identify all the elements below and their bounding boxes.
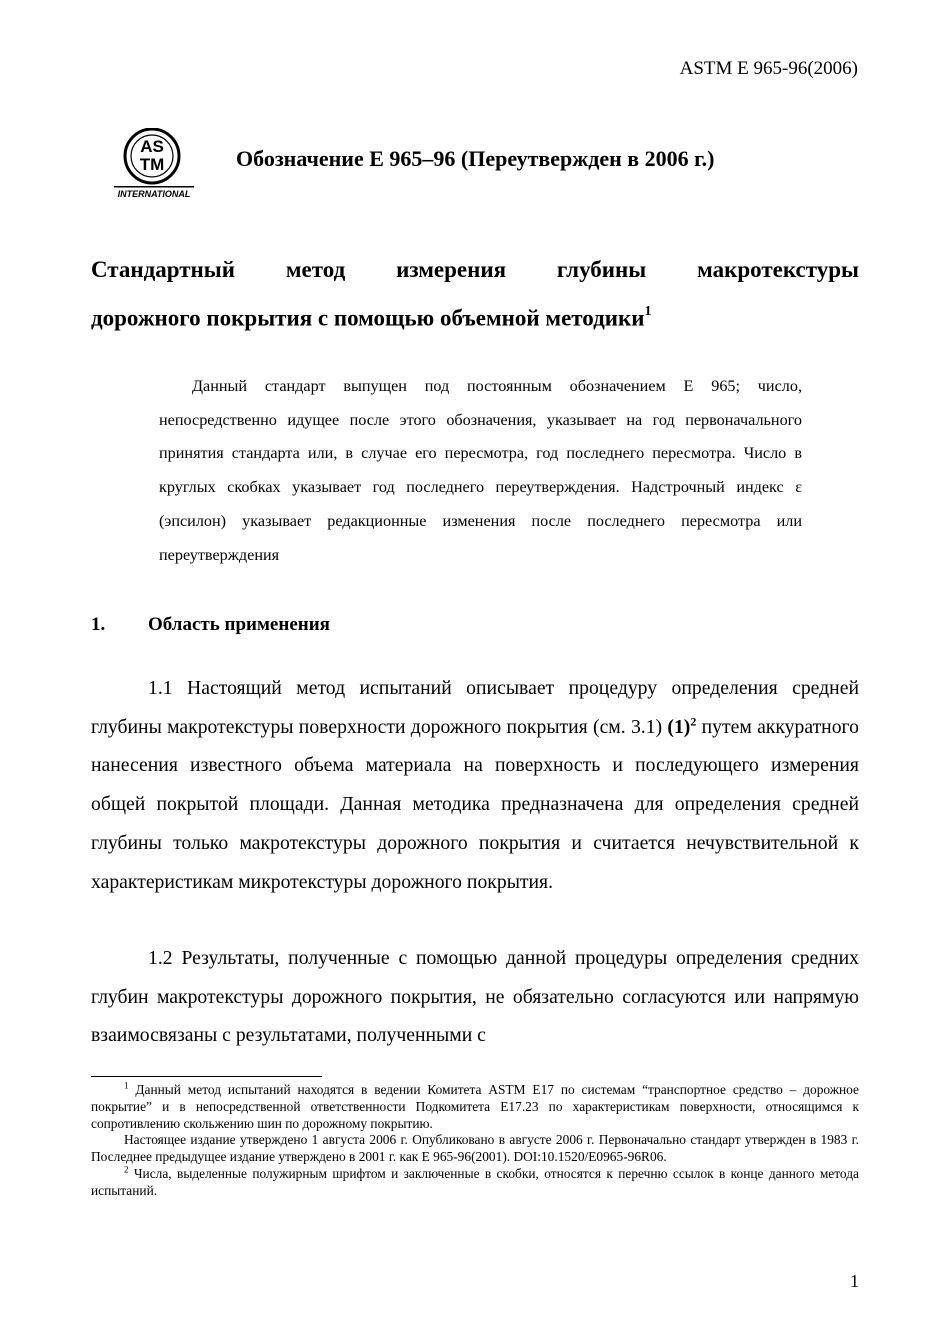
footnote-separator xyxy=(91,1076,322,1077)
svg-text:TM: TM xyxy=(139,155,165,174)
page-number: 1 xyxy=(850,1271,859,1291)
title-line-2-text: дорожного покрытия с помощью объемной методики xyxy=(91,305,645,331)
edition-note: Настоящее издание утверждено 1 августа 2006 г. Опубликовано в августе 2006 г. Первоначально стандарт утвержден в 1983 г. Последнее предыдущее издание утверждено в 2001 г. как Е 965-96(2001). DOI:10.1520/E0965-96R06. xyxy=(91,1132,859,1165)
footnote-1-marker: 1 xyxy=(124,1080,129,1091)
title-footnote-marker: 1 xyxy=(644,304,652,319)
reference-number: (1) xyxy=(667,715,691,738)
designation-heading: Обозначение E 965–96 (Переутвержден в 2006 г.) xyxy=(236,146,715,171)
paragraph-1-2: 1.2 Результаты, полученные с помощью данной процедуры определения средних глубин макротекстуры дорожного покрытия, не обязательно согласуются или напрямую взаимосвязаны с результатами, полученными с xyxy=(91,947,859,1047)
document-code: ASTM E 965-96(2006) xyxy=(679,58,858,79)
title-line-1 xyxy=(91,248,859,292)
svg-text:AS: AS xyxy=(140,137,164,156)
title-word: глубины xyxy=(556,257,647,282)
paragraph-1-1 xyxy=(91,669,859,901)
footnote-marker: 2 xyxy=(690,714,697,729)
title-word: макротекстуры xyxy=(697,257,859,282)
footnote-1 xyxy=(91,1082,859,1132)
paragraph-text: 1.1 Настоящий метод испытаний описывает процедуру определения средней глубины макротекстуры поверхности дорожного покрытия (см. 3.1) xyxy=(91,677,859,738)
section-title: Область применения xyxy=(148,614,330,635)
section-heading xyxy=(91,614,330,636)
title-line-2 xyxy=(91,292,859,341)
section-number: 1. xyxy=(91,614,106,635)
footnote-2-marker: 2 xyxy=(124,1164,129,1175)
document-title xyxy=(91,248,859,341)
astm-logo xyxy=(112,128,196,200)
footnote-2-text: Числа, выделенные полужирным шрифтом и заключенные в скобки, относятся к перечню ссылок в конце данного метода испытаний. xyxy=(91,1165,859,1198)
preamble-note: Данный стандарт выпущен под постоянным обозначением Е 965; число, непосредственно идущее после этого обозначения, указывает на год первоначального принятия стандарта или, в случае его пересмотра, год последнего пересмотра. Число в круглых скобках указывает год последнего переутверждения. Надстрочный индекс ε (эпсилон) указывает редакционные изменения после последнего пересмотра или переутверждения xyxy=(159,377,802,564)
paragraph-text: путем аккуратного нанесения известного объема материала на поверхность и последующего измерения общей покрытой площади. Данная методика предназначена для определения средней глубины только макротекстуры дорожного покрытия и считается нечувствительной к характеристикам микротекстуры дорожного покрытия. xyxy=(91,715,859,893)
title-word: Стандартный xyxy=(91,257,236,282)
footnote-1-text: Данный метод испытаний находятся в ведении Комитета ASTM E17 по системам “транспортное средство – дорожное покрытие” и в непосредственной ответственности Подкомитета E17.23 по характеристикам поверхности, относящимся к сопротивлению скольжению шин по дорожному покрытию. xyxy=(91,1082,859,1131)
svg-text:INTERNATIONAL: INTERNATIONAL xyxy=(117,189,191,199)
title-word: метод xyxy=(285,257,346,282)
footnotes xyxy=(91,1082,859,1200)
footnote-2 xyxy=(91,1166,859,1200)
astm-logo-graphic xyxy=(112,128,196,200)
title-word: измерения xyxy=(396,257,507,282)
